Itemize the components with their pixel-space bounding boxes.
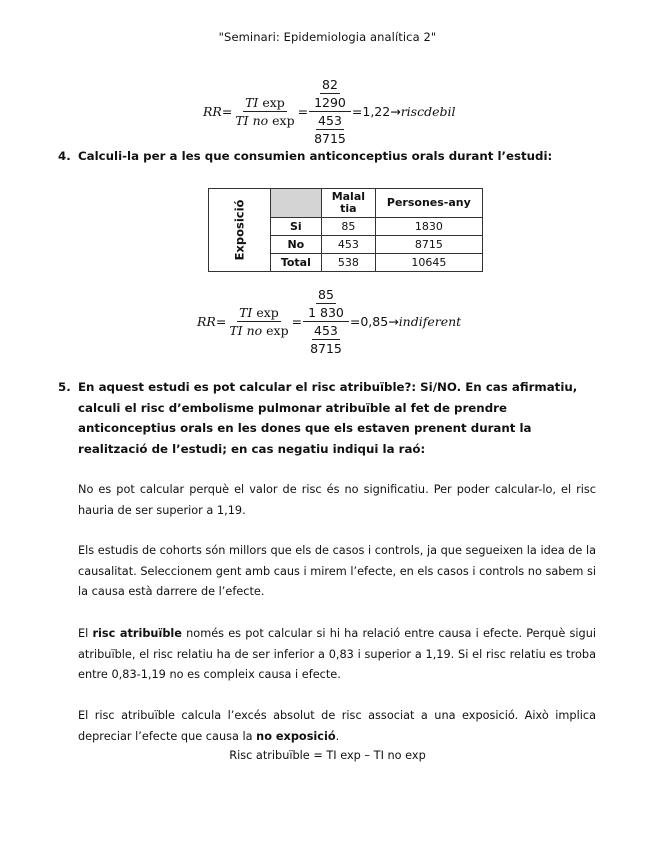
formula-ti-fraction: $\frac{\text{TI exp}}{\text{TI no exp}}$ (235, 95, 295, 128)
formula-value-fraction: $\frac{\frac{82}{1290}}{\frac{453}{8715}}$ (309, 77, 351, 146)
formula-rr-1: RR = $\frac{\text{TI exp}}{\text{TI no exp}}$ = $\frac{\frac{82}{1290}}{\frac{453}{8715}}$ = 1,22 → riscdebil (203, 77, 456, 146)
table-row: Total 538 10645 (209, 254, 483, 272)
formula-result: 0,85 (360, 314, 389, 329)
table-row: No 453 8715 (209, 236, 483, 254)
answer-paragraph-4: El risc atribuïble calcula l’excés absolut de risc associat a una exposició. Això implica depreciar l’efecte que causa la no exposició. (78, 709, 596, 743)
question-5 (58, 377, 598, 459)
formula-conclusion: riscdebil (400, 104, 456, 119)
formula-result: 1,22 (362, 104, 391, 119)
question-text: En aquest estudi es pot calcular el risc atribuïble?: Si/NO. En cas afirmatiu, calculi el risc d’embolisme pulmonar atribuïble al fet de prendre anticonceptius orals en les dones que els estaven prenent durant la realització de l’estudi; en cas negatiu indiqui la raó: (78, 380, 578, 456)
answer-paragraph-1: No es pot calcular perquè el valor de risc és no significatiu. Per poder calcular-lo, el risc hauria de ser superior a 1,19. (78, 483, 596, 517)
exposure-axis-label: Exposició (209, 189, 271, 272)
table-corner (270, 189, 321, 218)
question-4 (58, 146, 598, 167)
bold-term: no exposició (256, 729, 336, 743)
formula-conclusion: indiferent (398, 314, 462, 329)
table-row: Si 85 1830 (209, 218, 483, 236)
answer-paragraph-2: Els estudis de cohorts són millors que els de casos i controls, ja que segueixen la idea de la causalitat. Seleccionem gent amb caus i mirem l’efecte, en els casos i controls no sabem si la causa està darrere de l’efecte. (78, 544, 596, 598)
answer-paragraph-3: El risc atribuïble només es pot calcular si hi ha relació entre causa i efecte. Perquè sigui atribuïble, el risc relatiu ha de ser inferior a 0,83 i superior a 1,19. Si el risc relatiu es troba entre 0,83-1,19 no es compleix causa i efecte. (78, 627, 596, 681)
col-header-malaltia: Malal tia (321, 189, 375, 218)
question-text: Calculi-la per a les que consumien anticonceptius orals durant l’estudi: (78, 149, 553, 163)
page-header: "Seminari: Epidemiologia analítica 2" (218, 30, 437, 44)
exposure-table (208, 188, 483, 272)
question-number: 4. (58, 149, 71, 163)
bold-term: risc atribuïble (92, 627, 182, 640)
question-number: 5. (58, 380, 71, 394)
formula-rr-2: RR = $\frac{\text{TI exp}}{\text{TI no exp}}$ = $\frac{\frac{85}{1 830}}{\frac{453}{8715}}$ = 0,85 → indiferent (197, 287, 462, 356)
formula-value-fraction: $\frac{\frac{85}{1 830}}{\frac{453}{8715}}$ (303, 287, 349, 356)
attributable-risk-formula: Risc atribuïble = TI exp – TI no exp (229, 749, 426, 762)
formula-lhs: RR (197, 314, 216, 329)
formula-lhs: RR (203, 104, 222, 119)
formula-ti-fraction: $\frac{\text{TI exp}}{\text{TI no exp}}$ (229, 305, 289, 338)
col-header-persones: Persones-any (375, 189, 482, 218)
